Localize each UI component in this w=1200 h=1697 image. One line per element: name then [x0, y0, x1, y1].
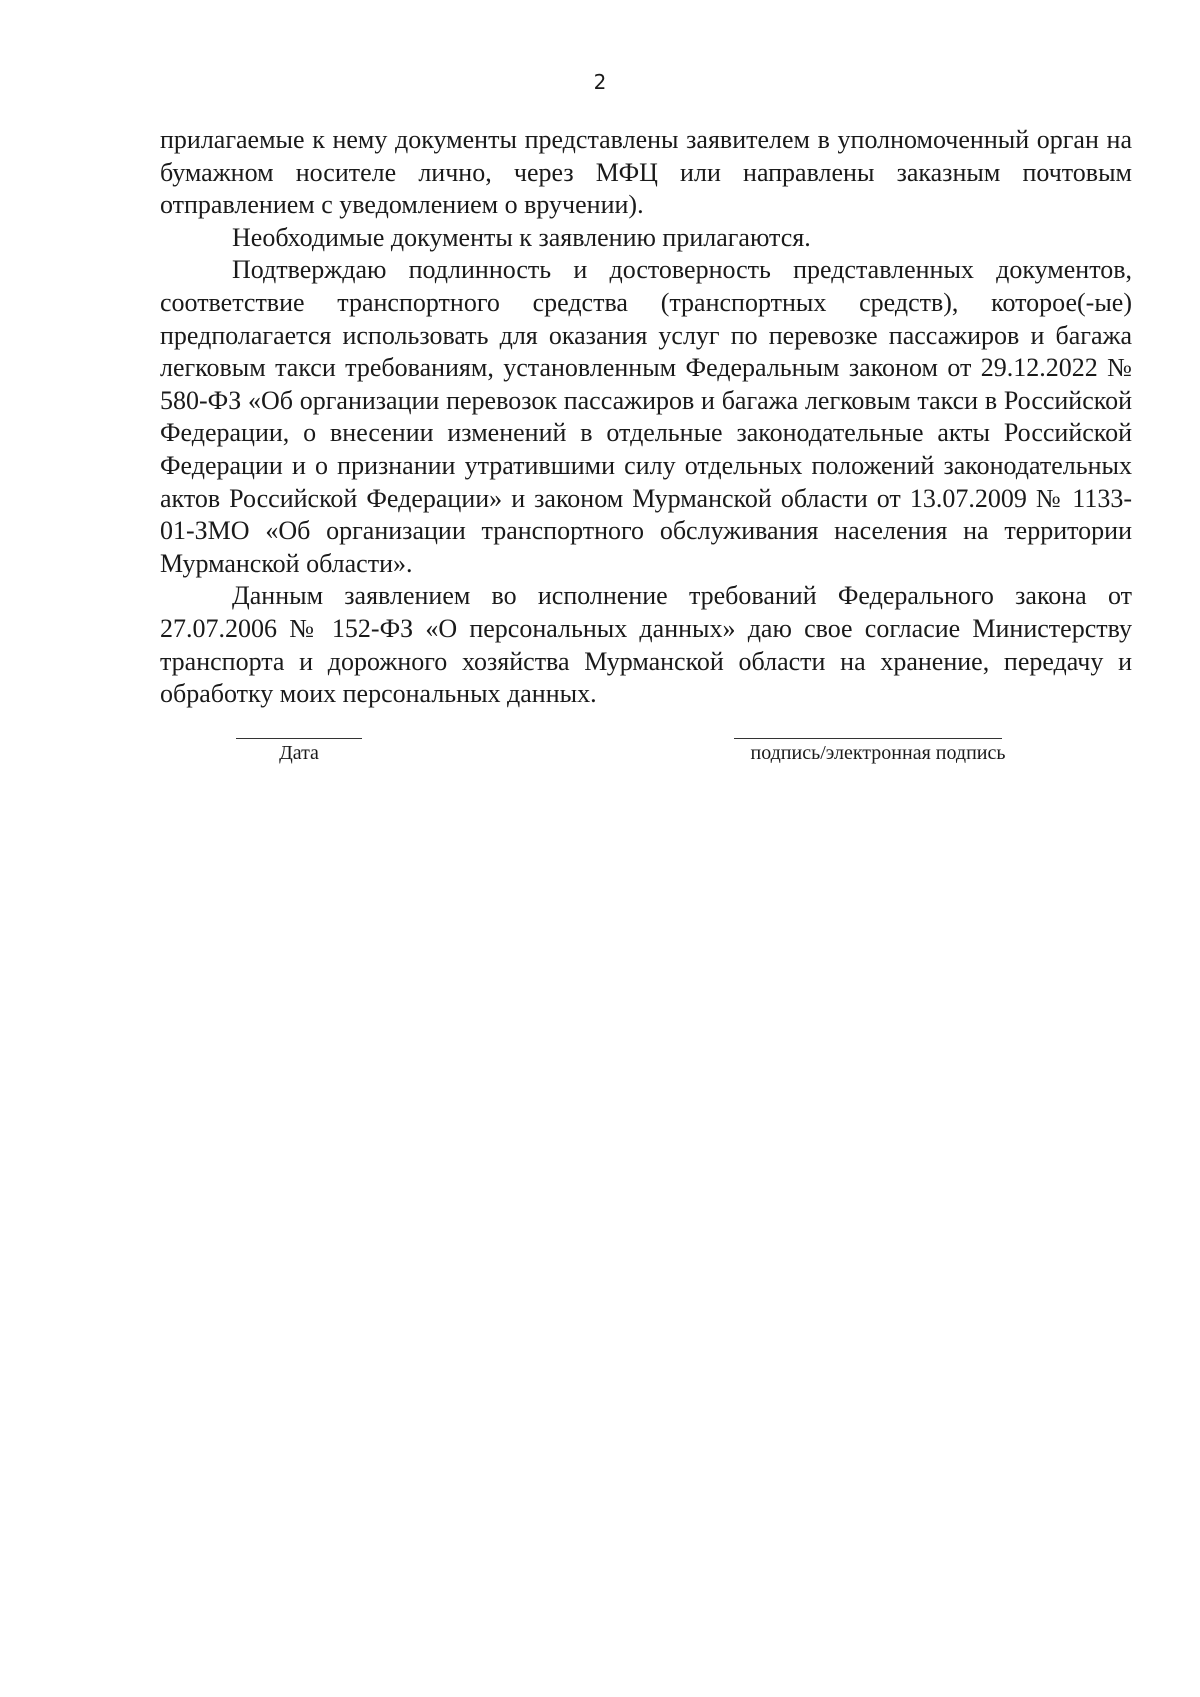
date-field: [236, 738, 362, 765]
date-line: [236, 738, 362, 739]
signature-field: [734, 738, 1006, 765]
date-label: Дата: [279, 742, 319, 764]
signature-label: подпись/электронная подпись: [750, 742, 1006, 764]
paragraph-confirmation: Подтверждаю подлинность и достоверность представленных документов, соответствие транспортного средства (транспортных средств), которое(-ые) предполагается использовать для оказания услуг по перевозке пассажиров и багажа легковым такси требованиям, установленным Федеральным законом от 29.12.2022 № 580-ФЗ «Об организации перевозок пассажиров и багажа легковым такси в Российской Федерации, о внесении изменений в отдельные законодательные акты Российской Федерации и о признании утратившими силу отдельных положений законодательных актов Российской Федерации» и законом Мурманской области от 13.07.2009 № 1133-01-ЗМО «Об организации транспортного обслуживания населения на территории Мурманской области».: [160, 255, 1132, 578]
document-body: [160, 124, 1132, 711]
page-number: 2: [593, 70, 607, 94]
signature-line: [734, 738, 1002, 739]
paragraph-consent: Данным заявлением во исполнение требований Федерального закона от 27.07.2006 № 152-ФЗ «О персональных данных» даю свое согласие Министерству транспорта и дорожного хозяйства Мурманской области на хранение, передачу и обработку моих персональных данных.: [160, 581, 1132, 709]
paragraph-continuation: прилагаемые к нему документы представлены заявителем в уполномоченный орган на бумажном носителе лично, через МФЦ или направлены заказным почтовым отправлением с уведомлением о вручении).: [160, 125, 1132, 220]
paragraph-attachments: Необходимые документы к заявлению прилагаются.: [232, 222, 811, 252]
